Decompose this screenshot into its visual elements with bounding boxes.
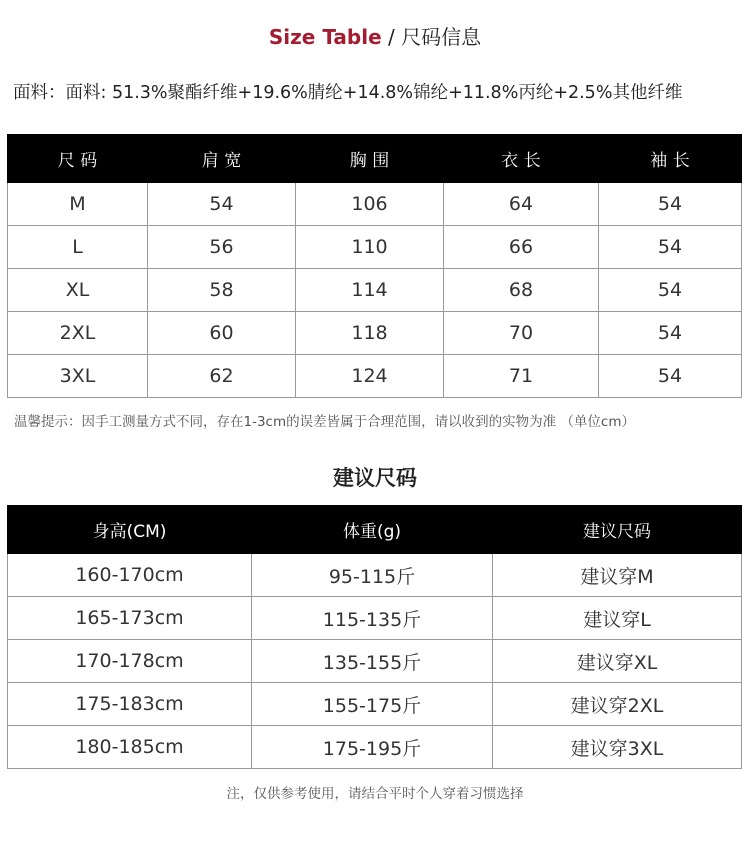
cell-length: 71 [444, 355, 599, 398]
cell-chest: 106 [296, 183, 444, 226]
cell-size: XL [8, 269, 148, 312]
cell-height: 170-178cm [8, 640, 252, 683]
cell-suggested-size: 建议穿3XL [493, 726, 742, 769]
title-separator: / [381, 25, 402, 49]
cell-suggested-size: 建议穿XL [493, 640, 742, 683]
cell-shoulder: 54 [148, 183, 296, 226]
cell-shoulder: 60 [148, 312, 296, 355]
size-table [7, 134, 742, 398]
cell-sleeve: 54 [599, 183, 742, 226]
cell-length: 66 [444, 226, 599, 269]
header-suggested-size: 建议尺码 [493, 506, 742, 554]
table-row [8, 226, 742, 269]
recommend-table [7, 505, 742, 769]
cell-shoulder: 62 [148, 355, 296, 398]
cell-chest: 118 [296, 312, 444, 355]
table-row [8, 683, 742, 726]
header-weight: 体重(g) [252, 506, 493, 554]
header-chest: 胸 围 [296, 135, 444, 183]
table-row [8, 183, 742, 226]
cell-weight: 115-135斤 [252, 597, 493, 640]
header-shoulder: 肩 宽 [148, 135, 296, 183]
recommend-note: 注，仅供参考使用，请结合平时个人穿着习惯选择 [226, 786, 524, 802]
cell-suggested-size: 建议穿2XL [493, 683, 742, 726]
table-row [8, 355, 742, 398]
cell-chest: 114 [296, 269, 444, 312]
cell-size: M [8, 183, 148, 226]
table-row [8, 269, 742, 312]
table-row [8, 554, 742, 597]
header-height: 身高(CM) [8, 506, 252, 554]
cell-size: 2XL [8, 312, 148, 355]
cell-length: 68 [444, 269, 599, 312]
cell-weight: 175-195斤 [252, 726, 493, 769]
header-length: 衣 长 [444, 135, 599, 183]
cell-shoulder: 58 [148, 269, 296, 312]
recommend-table-header-row [8, 506, 742, 554]
table-row [8, 597, 742, 640]
cell-sleeve: 54 [599, 269, 742, 312]
page-title [0, 22, 750, 52]
recommend-title: 建议尺码 [333, 466, 417, 490]
cell-size: L [8, 226, 148, 269]
cell-chest: 124 [296, 355, 444, 398]
cell-weight: 95-115斤 [252, 554, 493, 597]
title-chinese: 尺码信息 [401, 25, 482, 49]
cell-height: 175-183cm [8, 683, 252, 726]
cell-height: 180-185cm [8, 726, 252, 769]
cell-length: 64 [444, 183, 599, 226]
table-row [8, 726, 742, 769]
cell-length: 70 [444, 312, 599, 355]
cell-chest: 110 [296, 226, 444, 269]
cell-height: 160-170cm [8, 554, 252, 597]
table-row [8, 640, 742, 683]
fabric-composition: 面料：面料: 51.3%聚酯纤维+19.6%腈纶+14.8%锦纶+11.8%丙纶+2.5%其他纤维 [13, 83, 683, 103]
cell-sleeve: 54 [599, 355, 742, 398]
table-row [8, 312, 742, 355]
header-sleeve: 袖 长 [599, 135, 742, 183]
size-table-header-row [8, 135, 742, 183]
cell-size: 3XL [8, 355, 148, 398]
cell-sleeve: 54 [599, 312, 742, 355]
cell-weight: 135-155斤 [252, 640, 493, 683]
size-note: 温馨提示：因手工测量方式不同，存在1-3cm的误差皆属于合理范围，请以收到的实物为准 （单位cm） [14, 414, 635, 430]
cell-sleeve: 54 [599, 226, 742, 269]
cell-suggested-size: 建议穿L [493, 597, 742, 640]
header-size: 尺 码 [8, 135, 148, 183]
cell-weight: 155-175斤 [252, 683, 493, 726]
cell-shoulder: 56 [148, 226, 296, 269]
cell-suggested-size: 建议穿M [493, 554, 742, 597]
cell-height: 165-173cm [8, 597, 252, 640]
title-english: Size Table [268, 25, 382, 49]
